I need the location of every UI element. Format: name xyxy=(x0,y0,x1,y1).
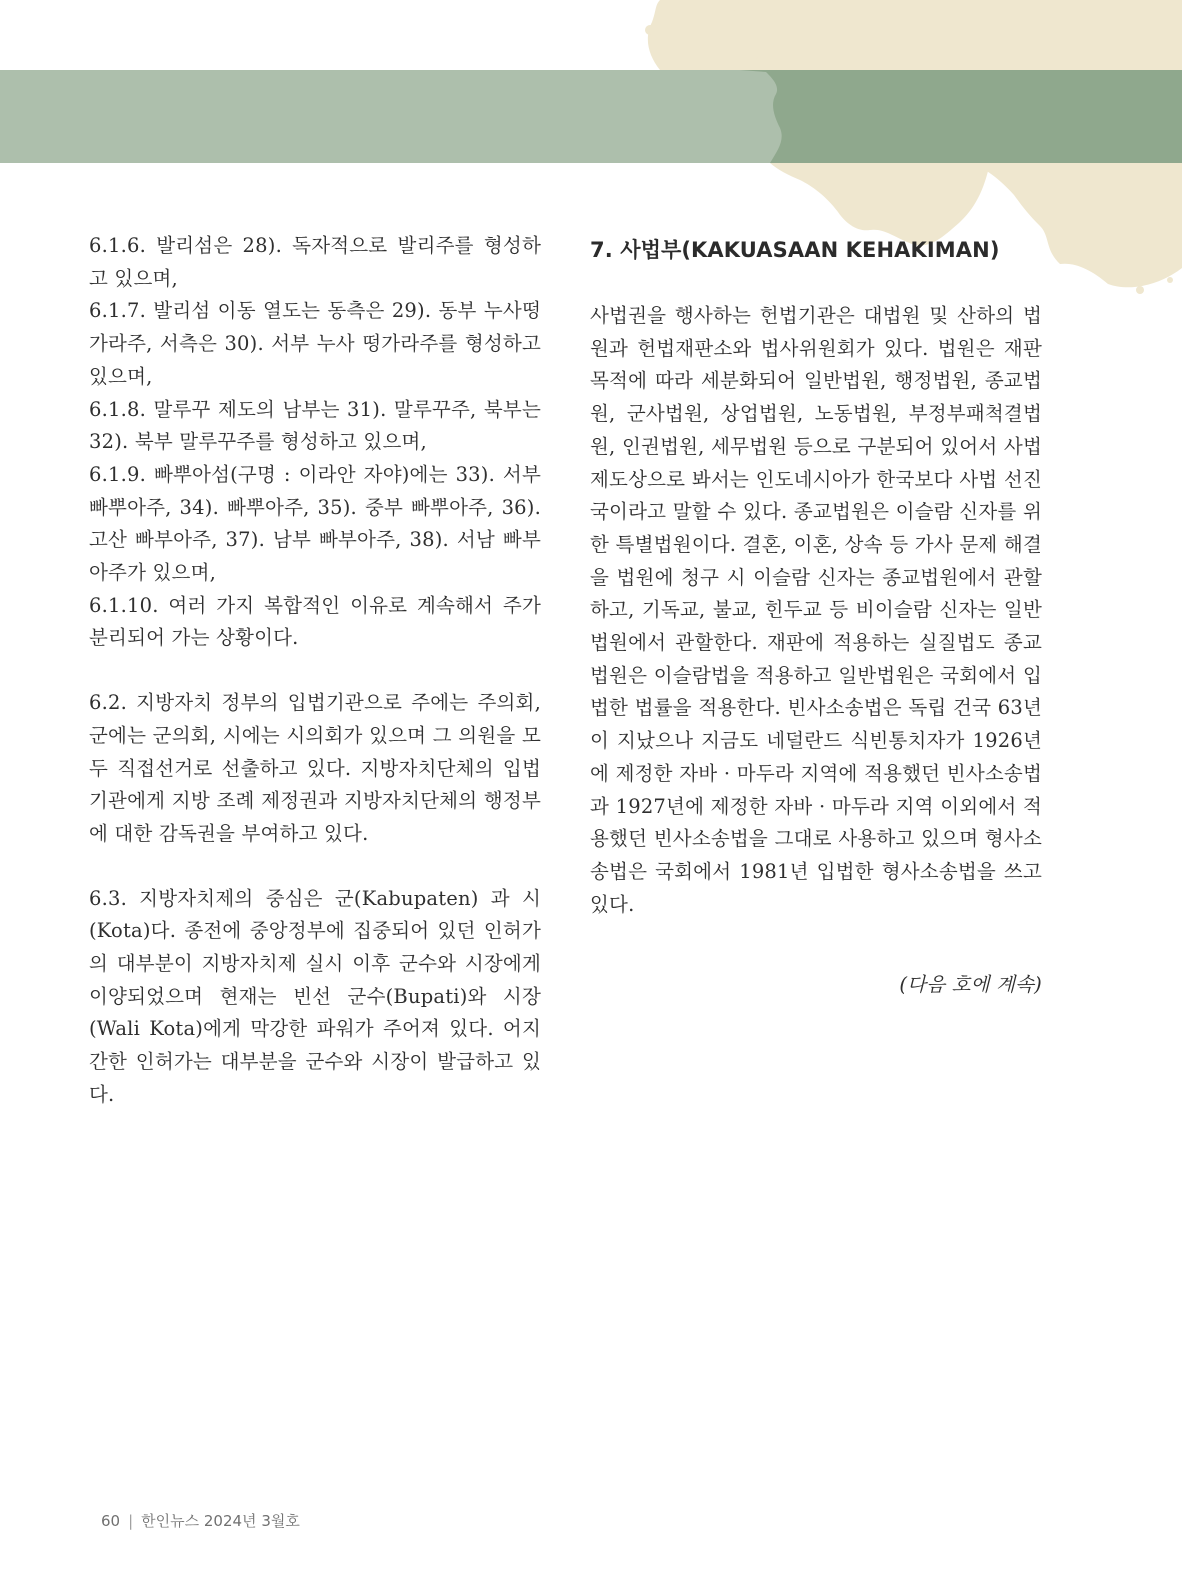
paragraph-6-3: 6.3. 지방자치제의 중심은 군(Kabupaten) 과 시(Kota)다. 종전에 중앙정부에 집중되어 있던 인허가의 대부분이 지방자치제 실시 이후 군수와 시장에게 이양되었으며 현재는 빈선 군수(Bupati)와 시장(Wali Kota)에게 막강한 파워가 주어져 있다. 어지간한 인허가는 대부분을 군수와 시장이 발급하고 있다. xyxy=(89,886,541,1106)
paragraph-6-2: 6.2. 지방자치 정부의 입법기관으로 주에는 주의회, 군에는 군의회, 시에는 시의회가 있으며 그 의원을 모두 직접선거로 선출하고 있다. 지방자치단체의 입법기관에게 지방 조례 제정권과 지방자치단체의 행정부에 대한 감독권을 부여하고 있다. xyxy=(89,691,541,845)
paragraph-6-1-9: 6.1.9. 빠뿌아섬(구명 : 이라안 자야)에는 33). 서부 빠뿌아주, 34). 빠뿌아주, 35). 중부 빠뿌아주, 36). 고산 빠부아주, 37). 남부 빠부아주, 38). 서남 빠부아주가 있으며, xyxy=(89,462,541,585)
publication-name: 한인뉴스 2024년 3월호 xyxy=(141,1512,300,1530)
paragraph-6-1-7: 6.1.7. 발리섬 이동 열도는 동측은 29). 동부 누사떵가라주, 서측은 30). 서부 누사 떵가라주를 형성하고 있으며, xyxy=(89,299,541,388)
map-land-dark xyxy=(740,70,1182,163)
page-number: 60 xyxy=(101,1512,121,1530)
paragraph-6-1-8: 6.1.8. 말루꾸 제도의 남부는 31). 말루꾸주, 북부는 32). 북부 말루꾸주를 형성하고 있으며, xyxy=(89,397,541,454)
footer-separator: | xyxy=(128,1512,134,1530)
continued-note: (다음 호에 계속) xyxy=(899,973,1042,997)
section-heading: 7. 사법부(KAKUASAAN KEHAKIMAN) xyxy=(590,238,1000,262)
section-body: 사법권을 행사하는 헌법기관은 대법원 및 산하의 법원과 헌법재판소와 법사위원회가 있다. 법원은 재판 목적에 따라 세분화되어 일반법원, 행정법원, 종교법원, 군사법원, 상업법원, 노동법원, 부정부패척결법원, 인권법원, 세무법원 등으로 구분되어 있어서 사법 제도상으로 봐서는 인도네시아가 한국보다 사법 선진국이라고 말할 수 있다. 종교법원은 이슬람 신자를 위한 특별법원이다. 결혼, 이혼, 상속 등 가사 문제 해결을 법원에 청구 시 이슬람 신자는 종교법원에서 관할하고, 기독교, 불교, 힌두교 등 비이슬람 신자는 일반법원에서 관할한다. 재판에 적용하는 실질법도 종교법원은 이슬람법을 적용하고 일반법원은 국회에서 입법한 법률을 적용한다. 빈사소송법은 독립 건국 63년이 지났으나 지금도 네덜란드 식빈통치자가 1926년에 제정한 자바 · 마두라 지역에 적용했던 빈사소송법과 1927년에 제정한 자바 · 마두라 지역 이외에서 적용했던 빈사소송법을 그대로 사용하고 있으며 형사소송법은 국회에서 1981년 입법한 형사소송법을 쓰고 있다. xyxy=(590,304,1042,916)
left-column xyxy=(89,230,541,1112)
right-column xyxy=(590,230,1042,1002)
page-footer xyxy=(101,1510,300,1531)
paragraph-6-1-6: 6.1.6. 발리섬은 28). 독자적으로 발리주를 형성하고 있으며, xyxy=(89,234,541,290)
paragraph-6-1-10: 6.1.10. 여러 가지 복합적인 이유로 계속해서 주가 분리되어 가는 상황이다. xyxy=(89,593,541,650)
